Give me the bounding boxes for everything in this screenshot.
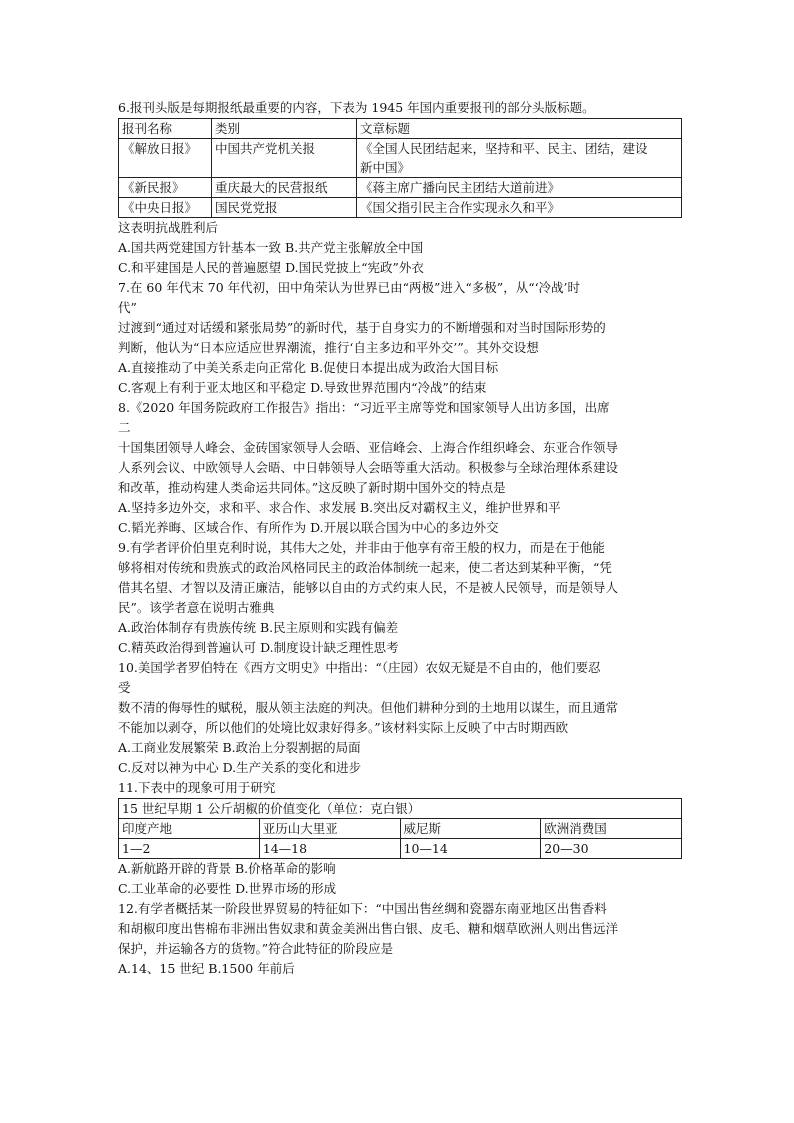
table-header-cell: 类别 <box>212 119 357 139</box>
table-cell: 中国共产党机关报 <box>212 139 357 178</box>
table-caption-row <box>119 799 682 819</box>
q8-line: 人系列会议、中欧领导人会晤、中日韩领导人会晤等重大活动。积极参与全球治理体系建设 <box>118 460 619 475</box>
option-line: A.工商业发展繁荣 B.政治上分裂割据的局面 <box>118 740 361 755</box>
table-cell: 《蒋主席广播向民主团结大道前进》 <box>357 178 682 198</box>
table-cell: 国民党党报 <box>212 198 357 218</box>
q10-line: 10.美国学者罗伯特在《西方文明史》中指出：“（庄园）农奴无疑是不自由的，他们要忍 <box>118 660 601 675</box>
q12-line: 保护，并运输各方的货物。”符合此特征的阶段应是 <box>118 941 394 956</box>
table-row <box>119 178 682 198</box>
option-line: A.新航路开辟的背景 B.价格革命的影响 <box>118 861 336 876</box>
table-cell: 《中央日报》 <box>119 198 212 218</box>
table-cell: 1—2 <box>119 839 260 859</box>
option-line: C.反对以神为中心 D.生产关系的变化和进步 <box>118 760 362 775</box>
q8-line: 二 <box>118 420 131 435</box>
q9-line: 够将相对传统和贵族式的政治风格同民主的政治体制统一起来，使二者达到某种平衡，“凭 <box>118 560 612 575</box>
q11-table <box>118 798 682 859</box>
cell-line: 新中国》 <box>360 160 411 175</box>
q7-line: 过渡到“通过对话缓和紧张局势”的新时代，基于自身实力的不断增强和对当时国际形势的 <box>118 320 606 335</box>
table-cell <box>357 139 682 178</box>
option-line: C.客观上有利于亚太地区和平稳定 D.导致世界范围内“冷战”的结束 <box>118 380 487 395</box>
table-cell: 20—30 <box>541 839 682 859</box>
table-header-cell: 亚历山大里亚 <box>259 819 400 839</box>
q9-line: 借其名望、才智以及清正廉洁，能够以自由的方式约束人民，不是被人民领导，而是领导人 <box>118 580 619 595</box>
q11-stem: 11.下表中的现象可用于研究 <box>118 780 276 795</box>
table-header-row <box>119 119 682 139</box>
q6-stem: 6.报刊头版是每期报纸最重要的内容，下表为 1945 年国内重要报刊的部分头版标题。 <box>118 100 595 115</box>
table-cell: 重庆最大的民营报纸 <box>212 178 357 198</box>
table-row <box>119 839 682 859</box>
table-cell: 10—14 <box>400 839 541 859</box>
q7-line: 7.在 60 年代末 70 年代初，田中角荣认为世界已由“两极”进入“多极”，从“‘冷战’时 <box>118 280 581 295</box>
q8-line: 8.《2020 年国务院政府工作报告》指出：“习近平主席等党和国家领导人出访多国，出席 <box>118 400 610 415</box>
option-line: C.和平建国是人民的普遍愿望 D.国民党披上“宪政”外衣 <box>118 260 424 275</box>
option-line: C.工业革命的必要性 D.世界市场的形成 <box>118 881 337 896</box>
table-cell: 《解放日报》 <box>119 139 212 178</box>
q10-line: 不能加以剥夺，所以他们的处境比奴隶好得多。”该材料实际上反映了中古时期西欧 <box>118 720 569 735</box>
table-header-row <box>119 819 682 839</box>
q10-line: 数不清的侮辱性的赋税，服从领主法庭的判决。但他们耕种分到的土地用以谋生，而且通常 <box>118 700 619 715</box>
option-line: C.精英政治得到普遍认可 D.制度设计缺乏理性思考 <box>118 640 399 655</box>
q6-tail: 这表明抗战胜利后 <box>118 220 219 235</box>
q7-line: 代” <box>118 300 137 315</box>
option-line: A.坚持多边外交，求和平、求合作、求发展 B.突出反对霸权主义，维护世界和平 <box>118 500 561 515</box>
table-header-cell: 欧洲消费国 <box>541 819 682 839</box>
q9-line: 9.有学者评价伯里克利时说，其伟大之处，并非由于他享有帝王般的权力，而是在于他能 <box>118 540 605 555</box>
q8-line: 和改革，推动构建人类命运共同体。”这反映了新时期中国外交的特点是 <box>118 480 506 495</box>
table-header-cell: 文章标题 <box>357 119 682 139</box>
option-line: C.韬光养晦、区域合作、有所作为 D.开展以联合国为中心的多边外交 <box>118 520 499 535</box>
q6-table <box>118 118 682 218</box>
table-header-cell: 印度产地 <box>119 819 260 839</box>
q12-line: 和胡椒印度出售棉布非洲出售奴隶和黄金美洲出售白银、皮毛、糖和烟草欧洲人则出售远洋 <box>118 921 619 936</box>
table-caption: 15 世纪早期 1 公斤胡椒的价值变化（单位：克白银） <box>119 799 682 819</box>
exam-page <box>118 98 684 979</box>
table-cell: 《国父指引民主合作实现永久和平》 <box>357 198 682 218</box>
option-line: A.政治体制存有贵族传统 B.民主原则和实践有偏差 <box>118 620 399 635</box>
table-row <box>119 198 682 218</box>
cell-line: 《全国人民团结起来，坚持和平、民主、团结，建设 <box>360 141 648 156</box>
q7-line: 判断，他认为“日本应适应世界潮流，推行‘自主多边和平外交’”。其外交设想 <box>118 340 539 355</box>
option-line: A.14、15 世纪 B.1500 年前后 <box>118 961 295 976</box>
table-cell: 《新民报》 <box>119 178 212 198</box>
option-line: A.国共两党建国方针基本一致 B.共产党主张解放全中国 <box>118 240 424 255</box>
q10-line: 受 <box>118 680 131 695</box>
table-row <box>119 139 682 178</box>
option-line: A.直接推动了中美关系走向正常化 B.促使日本提出成为政治大国目标 <box>118 360 499 375</box>
q8-line: 十国集团领导人峰会、金砖国家领导人会晤、亚信峰会、上海合作组织峰会、东亚合作领导 <box>118 440 619 455</box>
table-header-cell: 报刊名称 <box>119 119 212 139</box>
table-cell: 14—18 <box>259 839 400 859</box>
q9-line: 民”。该学者意在说明古雅典 <box>118 600 275 615</box>
q12-line: 12.有学者概括某一阶段世界贸易的特征如下：“中国出售丝绸和瓷器东南亚地区出售香料 <box>118 901 607 916</box>
table-header-cell: 威尼斯 <box>400 819 541 839</box>
